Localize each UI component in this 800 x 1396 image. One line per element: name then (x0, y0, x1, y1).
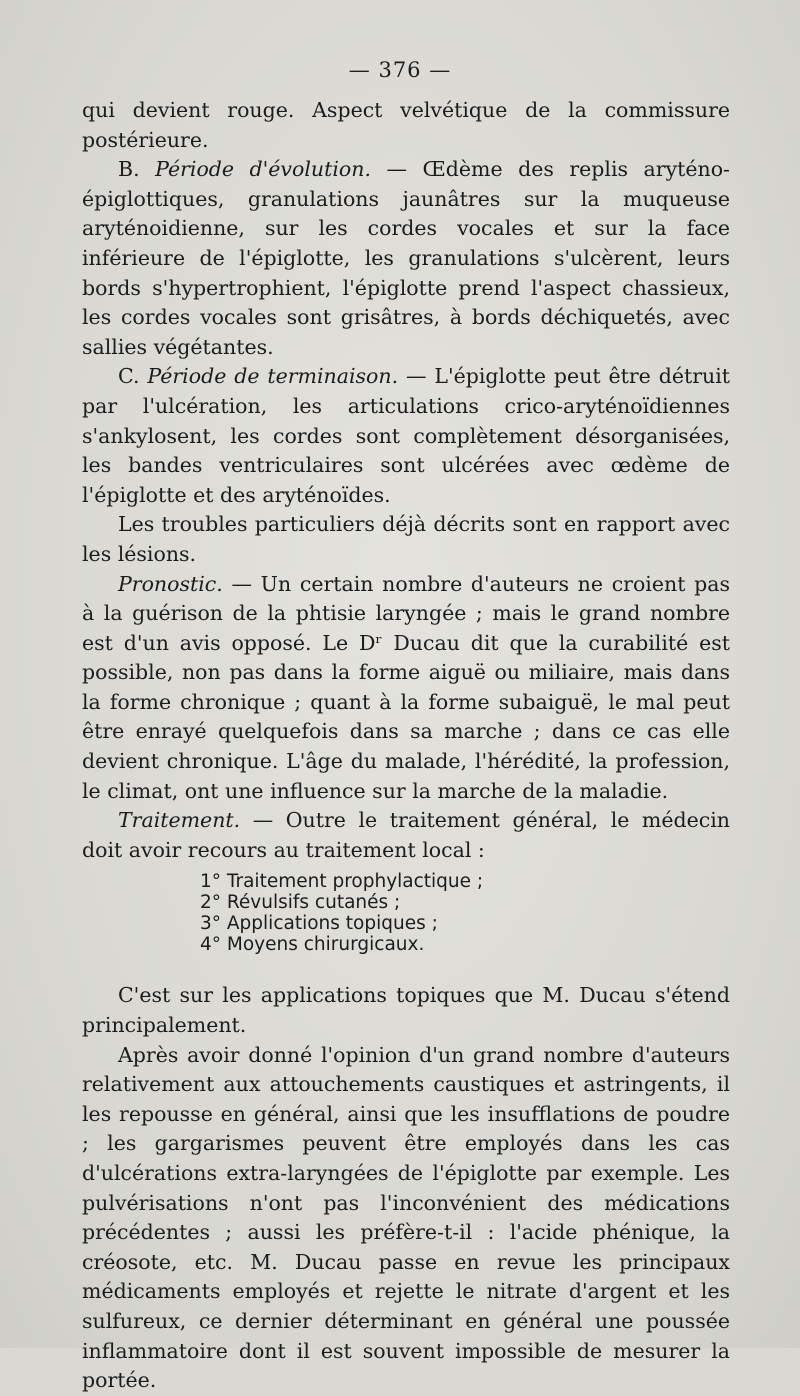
section-label: C. (118, 364, 140, 389)
list-item: 1° Traitement prophylactique ; (200, 871, 484, 893)
treatment-list (200, 871, 730, 955)
page-number: — 376 — (348, 58, 452, 82)
list-item: 2° Révulsifs cutanés ; (200, 892, 401, 914)
paragraph-apres: Après avoir donné l'opinion d'un grand nombre d'auteurs relativement aux attouchements caustiques et astringents, il les repousse en général, ainsi que les insufflations de poudre ; les gargarismes peuvent être employés dans les cas d'ulcérations extra-laryngées de l'épiglotte par exemple. Les pulvérisations n'ont pas l'inconvénient des médications précédentes ; aussi les préfère-t-il : l'acide phénique, la créosote, etc. M. Ducau passe en revue les principaux médicaments employés et rejette le nitrate d'argent et les sulfureux, ce dernier déterminant en général une poussée inflammatoire dont il est souvent impossible de mesurer la portée. (82, 1042, 730, 1393)
paragraph-text: — Œdème des replis aryténo-épiglottiques, granulations jaunâtres sur la muqueuse aryténoidienne, sur les cordes vocales et sur la face inférieure de l'épiglotte, les granulations s'ulcèrent, leurs bords s'hypertrophient, l'épiglotte prend l'aspect chassieux, les cordes vocales sont grisâtres, à bords déchiquetés, avec sallies végétantes. (82, 157, 730, 359)
paragraph-text: — L'épiglotte peut être détruit par l'ulcération, les articulations crico-aryténoïdiennes s'ankylosent, les cordes sont complètement désorganisées, les bandes ventriculaires sont ulcérées avec œdème de l'épiglotte et des aryténoïdes. (82, 364, 730, 507)
section-heading: Période d'évolution. (155, 157, 371, 182)
body-text (82, 96, 730, 1396)
paragraph-text: — Outre le traitement général, le médecin doit avoir recours au traitement local : (82, 808, 730, 862)
section-label: B. (118, 157, 140, 182)
paragraph-evolution (82, 155, 730, 362)
paragraph-terminaison (82, 362, 730, 510)
section-heading: Traitement. (118, 808, 241, 833)
list-item: 3° Applications topiques ; (200, 913, 438, 935)
paragraph-applications: C'est sur les applications topiques que M. Ducau s'étend principalement. (82, 983, 730, 1038)
list-item: 4° Moyens chirurgicaux. (200, 934, 425, 956)
paragraph-text: — Un certain nombre d'auteurs ne croient pas à la guérison de la phtisie laryngée ; mais le grand nombre est d'un avis opposé. Le Dʳ Ducau dit que la curabilité est possible, non pas dans la forme aiguë ou miliaire, mais dans la forme chronique ; quant à la forme subaiguë, le mal peut être enrayé quelquefois dans sa marche ; dans ce cas elle devient chronique. L'âge du malade, l'hérédité, la profession, le climat, ont une influence sur la marche de la maladie. (82, 571, 730, 803)
paragraph-troubles: Les troubles particuliers déjà décrits sont en rapport avec les lésions. (82, 512, 730, 566)
spacer (82, 963, 730, 981)
paragraph-traitement (82, 806, 730, 865)
section-heading: Pronostic. (118, 571, 223, 596)
paragraph-continuation: qui devient rouge. Aspect velvétique de la commissure postérieure. (82, 98, 730, 152)
section-heading: Période de terminaison. (147, 364, 399, 389)
paragraph-pronostic (82, 570, 730, 807)
